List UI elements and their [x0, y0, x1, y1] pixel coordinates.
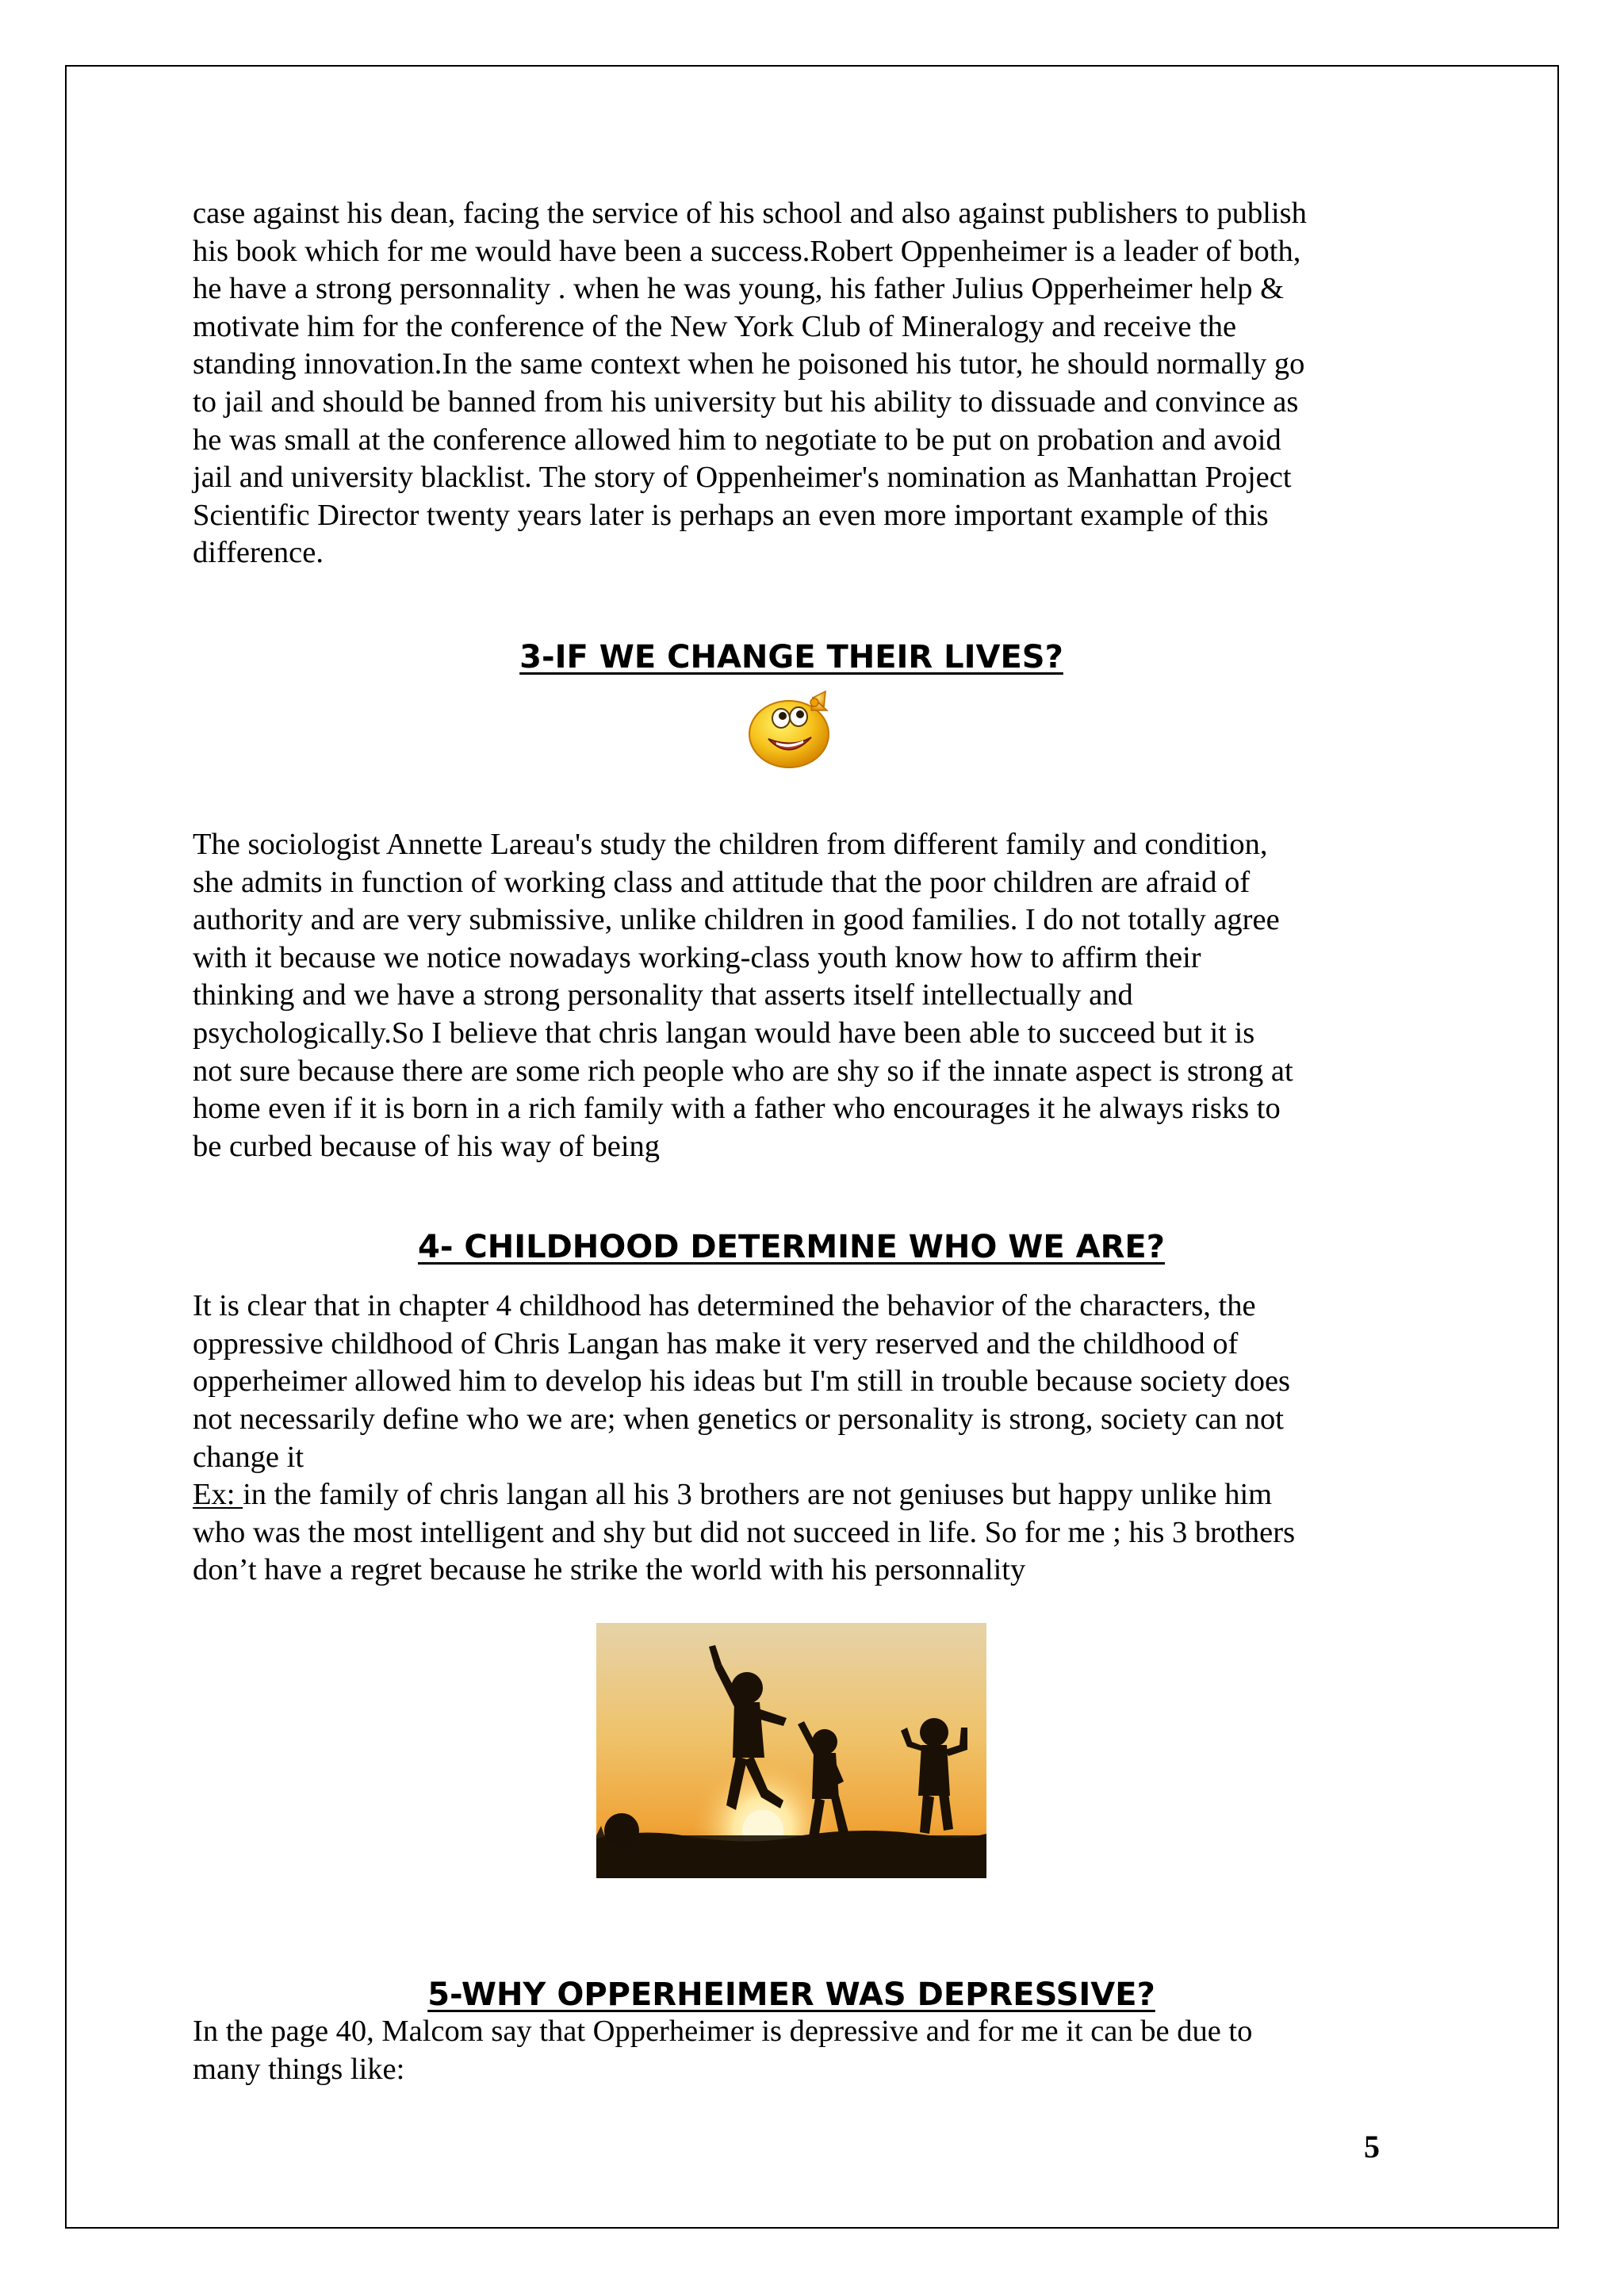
text-line: jail and university blacklist. The story of Oppenheimer's nomination as Manhattan Project — [193, 461, 1292, 495]
page-number: 5 — [1364, 2129, 1380, 2164]
text-line: It is clear that in chapter 4 childhood has determined the behavior of the characters, the — [193, 1289, 1256, 1323]
text-line: home even if it is born in a rich family with a father who encourages it he always risks to — [193, 1092, 1281, 1126]
text-line: thinking and we have a strong personality that asserts itself intellectually and — [193, 978, 1133, 1012]
text-line: be curbed because of his way of being — [193, 1129, 661, 1163]
winking-smiley-with-bow-icon — [745, 690, 838, 769]
paragraph-section-5 — [193, 2013, 1446, 2088]
text-line: he have a strong personnality . when he was young, his father Julius Opperheimer help & — [193, 272, 1285, 306]
text-line: his book which for me would have been a success.Robert Oppenheimer is a leader of both, — [193, 234, 1301, 268]
text-line: many things like: — [193, 2052, 405, 2086]
text-line: don’t have a regret because he strike the world with his personnality — [193, 1553, 1026, 1587]
text-line: to jail and should be banned from his university but his ability to dissuade and convince as — [193, 385, 1299, 419]
page-content — [193, 195, 1446, 2088]
children-silhouettes-sunset-photo — [596, 1623, 986, 1878]
photo-container — [193, 1623, 1390, 1878]
example-text: in the family of chris langan all his 3 brothers are not geniuses but happy unlike him — [243, 1478, 1273, 1512]
section-4-heading: 4- CHILDHOOD DETERMINE WHO WE ARE? — [418, 1229, 1165, 1266]
text-line: opperheimer allowed him to develop his ideas but I'm still in trouble because society does — [193, 1364, 1291, 1399]
section-5-heading: 5-WHY OPPERHEIMER WAS DEPRESSIVE? — [427, 1976, 1155, 2014]
text-line: The sociologist Annette Lareau's study the children from different family and condition, — [193, 827, 1268, 861]
text-line: he was small at the conference allowed him to negotiate to be put on probation and avoid — [193, 423, 1281, 457]
section-3-heading: 3-IF WE CHANGE THEIR LIVES? — [519, 638, 1063, 675]
example-label: Ex: — [193, 1478, 243, 1512]
text-line: difference. — [193, 536, 324, 570]
text-line: standing innovation.In the same context when he poisoned his tutor, he should normally go — [193, 347, 1305, 381]
text-line: case against his dean, facing the service of his school and also against publishers to publish — [193, 197, 1307, 230]
text-line: not necessarily define who we are; when genetics or personality is strong, society can not — [193, 1402, 1284, 1437]
text-line: with it because we notice nowadays working-class youth know how to affirm their — [193, 940, 1201, 974]
text-line: motivate him for the conference of the New York Club of Mineralogy and receive the — [193, 309, 1237, 343]
paragraph-section-3 — [193, 826, 1446, 1165]
text-line: In the page 40, Malcom say that Opperheimer is depressive and for me it can be due to — [193, 2015, 1253, 2049]
example-line — [193, 1476, 1446, 1514]
text-line: not sure because there are some rich people who are shy so if the innate aspect is strong at — [193, 1054, 1293, 1088]
text-line: who was the most intelligent and shy but did not succeed in life. So for me ; his 3 brothers — [193, 1515, 1296, 1549]
text-line: change it — [193, 1440, 304, 1474]
text-line: Scientific Director twenty years later is perhaps an even more important example of this — [193, 498, 1269, 532]
text-line: oppressive childhood of Chris Langan has make it very reserved and the childhood of — [193, 1326, 1239, 1360]
text-line: authority and are very submissive, unlike children in good families. I do not totally agree — [193, 903, 1280, 937]
paragraph-intro — [193, 195, 1446, 572]
text-line: psychologically.So I believe that chris langan would have been able to succeed but it is — [193, 1016, 1255, 1050]
emoji-container — [193, 690, 1390, 769]
text-line: she admits in function of working class and attitude that the poor children are afraid of — [193, 865, 1251, 899]
paragraph-section-4 — [193, 1288, 1446, 1590]
